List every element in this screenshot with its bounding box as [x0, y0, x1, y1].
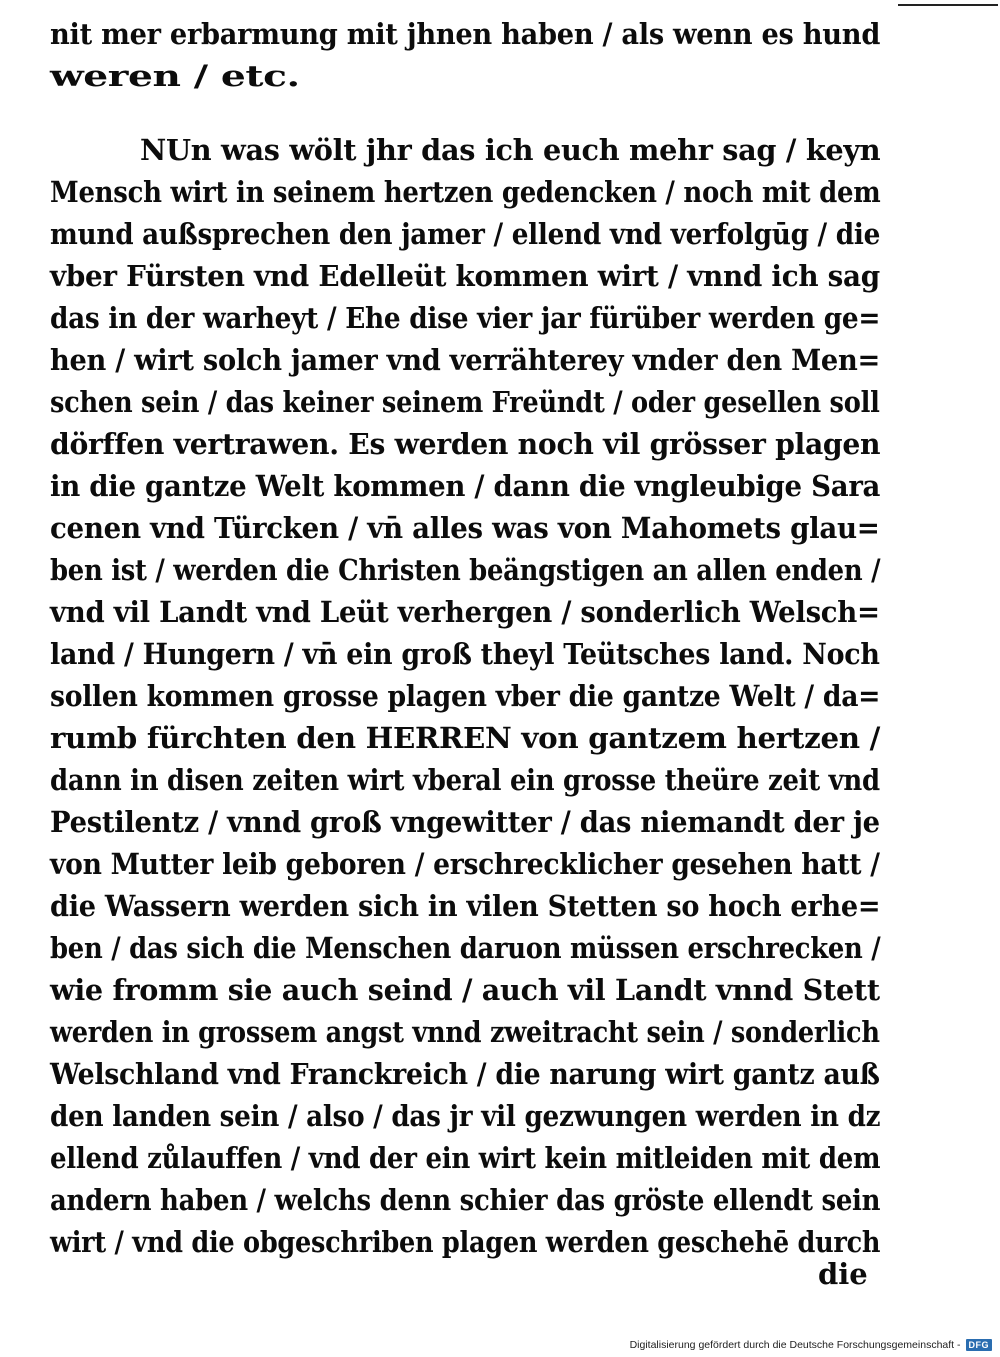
text-line: Welschland vnd Franckreich / die narung wirt gantz auß: [50, 1057, 880, 1091]
text-line: dann in disen zeiten wirt vberal ein grosse theüre zeit vnd: [50, 763, 880, 797]
text-line: rumb fürchten den HERREN von gantzem hertzen /: [50, 721, 881, 755]
dfg-logo: DFG: [966, 1339, 993, 1351]
text-line: ben / das sich die Menschen daruon müssen erschrecken /: [50, 931, 881, 965]
text-line: werden in grossem angst vnnd zweitracht sein / sonderlich: [50, 1015, 880, 1049]
text-line: wirt / vnd die obgeschriben plagen werden geschehē durch: [50, 1225, 881, 1259]
text-line: den landen sein / also / das jr vil gezwungen werden in dz: [50, 1099, 881, 1133]
text-line: cenen vnd Türcken / vn̄ alles was von Mahomets glau=: [50, 511, 880, 545]
text-line: vber Fürsten vnd Edelleüt kommen wirt / vnnd ich sag: [50, 259, 880, 293]
footer: [630, 1339, 992, 1351]
text-line: vnd vil Landt vnd Leüt verhergen / sonderlich Welsch=: [50, 595, 880, 629]
footer-credit: Digitalisierung gefördert durch die Deutsche Forschungsgemeinschaft -: [629, 1339, 961, 1351]
text-line: ellend zůlauffen / vnd der ein wirt kein mitleiden mit dem: [50, 1141, 881, 1175]
text-line: ben ist / werden die Christen beängstigen an allen enden /: [50, 553, 881, 587]
text-line: mund außsprechen den jamer / ellend vnd verfolgūg / die: [50, 217, 881, 251]
text-line: wie fromm sie auch seind / auch vil Landt vnnd Stett: [50, 973, 880, 1007]
text-line: das in der warheyt / Ehe dise vier jar fürüber werden ge=: [50, 301, 881, 335]
text-line: die Wassern werden sich in vilen Stetten so hoch erhe=: [50, 889, 881, 923]
top-rule: [898, 4, 998, 6]
catchword: die: [818, 1257, 868, 1291]
text-line: Pestilentz / vnnd groß vngewitter / das niemandt der je: [50, 805, 880, 839]
text-line: weren / etc.: [50, 59, 300, 93]
text-line: land / Hungern / vn̄ ein groß theyl Teütsches land. Noch: [50, 637, 880, 671]
text-line: in die gantze Welt kommen / dann die vngleubige Sara: [50, 469, 881, 503]
text-line: schen sein / das keiner seinem Freündt / oder gesellen soll: [50, 385, 880, 419]
text-line: dörffen vertrawen. Es werden noch vil grösser plagen: [50, 427, 881, 461]
text-line: von Mutter leib geboren / erschrecklicher gesehen hatt /: [50, 847, 880, 881]
text-line: andern haben / welchs denn schier das gröste ellendt sein: [50, 1183, 881, 1217]
text-line: sollen kommen grosse plagen vber die gantze Welt / da=: [50, 679, 881, 713]
text-line: hen / wirt solch jamer vnd verrähterey vnder den Men=: [50, 343, 881, 377]
text-line: NUn was wölt jhr das ich euch mehr sag / keyn: [140, 133, 881, 167]
text-line: nit mer erbarmung mit jhnen haben / als wenn es hund: [50, 17, 881, 51]
text-line: Mensch wirt in seinem hertzen gedencken / noch mit dem: [50, 175, 881, 209]
